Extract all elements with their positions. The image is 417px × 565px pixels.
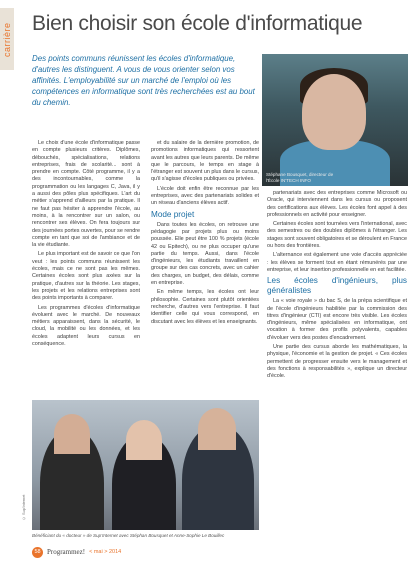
group-photo: [32, 400, 259, 530]
article-title: Bien choisir son école d'informatique: [32, 12, 363, 35]
issue-date: < mai > 2014: [89, 549, 122, 555]
magazine-name: Programmez!: [47, 548, 86, 556]
subhead-mode-projet: Mode projet: [151, 209, 195, 219]
page-number: 58: [32, 547, 43, 558]
column-2: [151, 140, 259, 328]
paragraph: Le plus important est de savoir ce que l'on veut : les points communs réunissent les écoles, mais ce ne sont pas les mêmes. Certaines écoles sont plus axées sur la pratique, d'autres sur la théorie. Les stages, les projets et les relations entreprises sont des points importants à comparer.: [32, 251, 140, 302]
portrait-caption: Stéphane Bousquet, directeur de l'École IN'TECH INFO: [266, 172, 334, 183]
photo-person-center-head: [126, 420, 162, 460]
paragraph: Le choix d'une école d'informatique passe en compte plusieurs critères. Diplômes, débouchés, spécialisations, relations entreprises, frais de scolarité... sont à prendre en compte. Côté programme, il y a des incontournables, comme la programmation ou les langages C, Java, il y a aussi des pôles plus spécifiques. L'art du métier s'apprend d'ailleurs par la pratique. Il ne faut pas hésiter à apprendre l'école, au moins, à la rencontrer sur un salon, ou rencontrer ses élèves. On fera toujours sur des journées portes ouvertes, pour se rendre compte en tant que soi de l'ambiance et de la vie étudiante.: [32, 140, 140, 249]
subhead-ecoles-ingenieurs: Les écoles d'ingénieurs, plus généralistes: [267, 276, 407, 296]
group-photo-caption: Bénéficiant du « docteur » de Sup'Internet avec Stéphan Bousquet et Anne-Sophie Le Bouillec: [32, 533, 225, 538]
section-label: carrière: [2, 22, 12, 58]
paragraph: La « voie royale » du bac S, de la prépa scientifique et de l'école d'ingénieurs habilitée par la commission des titres d'ingénieur (CTI) est encore très visible. Les écoles d'ingénieurs, même spécialisées en informatique, ont vocation à former des profils polyvalents, capables d'évoluer vers des postes d'encadrement.: [267, 298, 407, 341]
paragraph: L'école doit enfin être reconnue par les entreprises, avec des partenariats solides et un réseau d'anciens élèves actif.: [151, 185, 259, 207]
paragraph: et du salaire de la dernière promotion, de promotions informatiques qui ressortent avant les autres que leurs parents. De même que le parcours, le temps en stage à l'étranger est souvent un plus dans le cursus, qu'il s'agisse d'écoles publiques ou privées.: [151, 140, 260, 183]
paragraph: partenariats avec des entreprises comme Microsoft ou Oracle, qui interviennent dans les cursus ou proposent des certifications aux élèves. Les écoles font appel à des professionnels en activité pour enseigner.: [267, 190, 407, 218]
photo-credit: © Sup'Internet: [22, 494, 26, 520]
paragraph: Certaines écoles sont tournées vers l'international, avec des semestres ou des doubles diplômes à l'étranger. Les stages sont souvent obligatoires et se déroulent en France ou hors des frontières.: [267, 221, 407, 250]
photo-face: [302, 74, 366, 150]
column-3: [267, 190, 407, 383]
paragraph: Dans toutes les écoles, on retrouve une pédagogie par projets plus ou moins poussée. Elle peut être 100 % projets (école 42 ou Epitech), ou ne plus occuper qu'une partie du temps. Aussi, dans l'école d'ingénieurs, les étudiants travaillent en groupe sur des cas concrets, avec un cahier des charges, un budget, des délais, comme en entreprise.: [151, 221, 259, 287]
portrait-photo: [262, 54, 408, 186]
paragraph: Les programmes d'écoles d'informatique évoluent avec le marché. De nouveaux métiers apparaissent, dans la sécurité, le cloud, la mobilité ou les données, et les écoles adaptent leurs cursus en conséquence.: [32, 304, 140, 348]
paragraph: En même temps, les écoles ont leur philosophie. Certaines sont plutôt orientées recherche, d'autres vers l'entreprise. Il faut identifier celle qui vous correspond, en discutant avec les élèves et les enseignants.: [151, 289, 259, 325]
page-footer: [32, 546, 121, 558]
photo-person-left-head: [54, 414, 90, 454]
column-1: [32, 140, 140, 350]
article-lede: Des points communs réunissent les écoles d'informatique, d'autres les distinguent. A vous de vous orienter selon vos affinités. L'employabilité sur un marché de l'emploi où les compétences en informatique sont très recherchées est au bout du chemin.: [32, 54, 255, 108]
paragraph: L'alternance est également une voie d'accès appréciée : les élèves se forment tout en étant rémunérés par une entreprise, et leur insertion professionnelle en est facilitée.: [267, 252, 407, 273]
photo-person-right-head: [198, 408, 236, 450]
paragraph: Une partie des cursus aborde les mathématiques, la physique, l'économie et la gestion de projet. « Ces écoles permettent de progresser ensuite vers le management et des fonctions à responsabilités », explique un directeur d'école.: [267, 344, 407, 380]
